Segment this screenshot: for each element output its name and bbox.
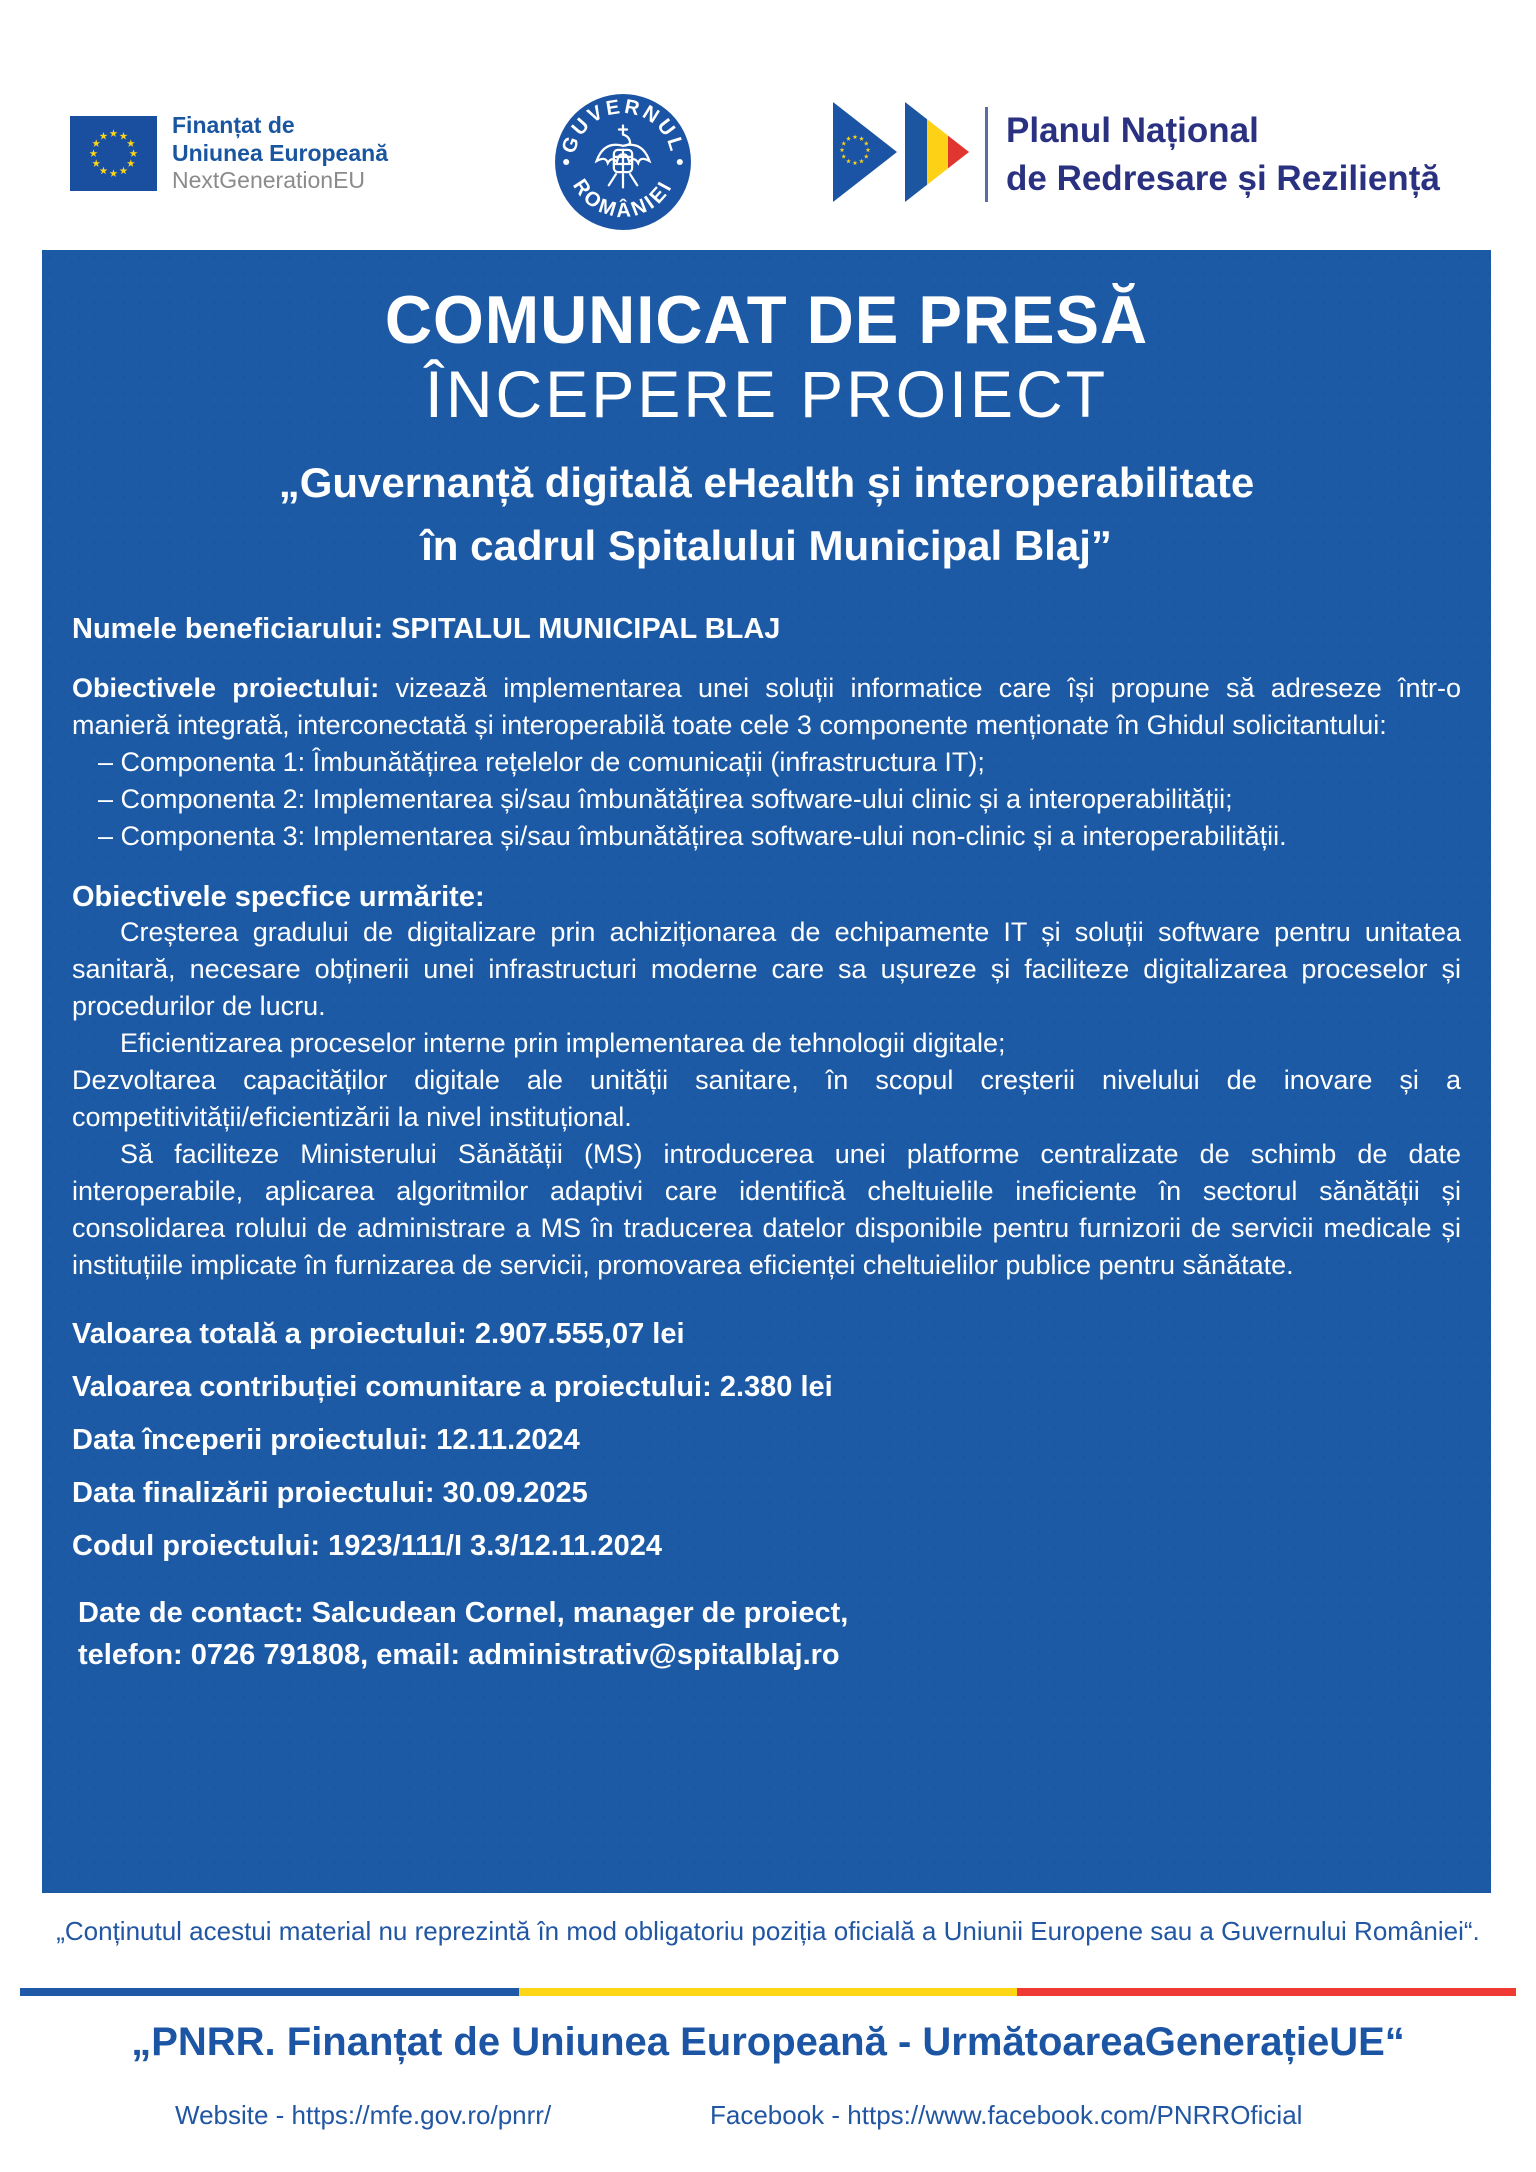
project-code-line: [72, 1530, 1461, 1563]
eu-logo-line3: NextGenerationEU: [172, 167, 366, 194]
project-title-line1: „Guvernanță digitală eHealth și interoperabilitate: [278, 459, 1255, 507]
page-title-line1: COMUNICAT DE PRESĂ: [384, 282, 1149, 358]
specific-objective-paragraph-2: Eficientizarea proceselor interne prin implementarea de tehnologii digitale;: [120, 1028, 1006, 1059]
press-release-panel: [42, 250, 1491, 1893]
specific-objective-paragraph-3: Dezvoltarea capacităților digitale ale unității sanitare, în scopul creșterii nivelului de inovare și a competitivității/eficientizării la nivel instituțional.: [72, 1065, 1461, 1133]
disclaimer-text: „Conținutul acestui material nu reprezintă în mod obligatoriu poziția oficială a Uniunii Europene sau a Guvernului României“.: [56, 1916, 1480, 1946]
eu-logo-line1: Finanțat de: [172, 112, 295, 138]
contact-line1: Date de contact: Salcudean Cornel, manager de proiect,: [78, 1597, 849, 1630]
tricolor-divider: [20, 1988, 1516, 1996]
specific-objectives-label: Obiectivele specfice urmărite:: [72, 881, 485, 914]
tricolor-blue-segment: [20, 1988, 519, 1996]
objectives-paragraph: [72, 670, 1461, 744]
total-value: 2.907.555,07 lei: [474, 1318, 685, 1351]
romanian-government-seal-icon: [553, 92, 693, 232]
component-item-1: – Componenta 1: Îmbunătățirea rețelelor de comunicații (infrastructura IT);: [98, 747, 985, 778]
project-title: [72, 451, 1461, 577]
end-date-value: 30.09.2025: [442, 1477, 588, 1510]
objectives-text: vizează implementarea unei soluții informatice care își propune să adreseze într-o manieră integrată, interconectată și interoperabilă toate cele 3 componente menționate în Ghidul solicitantului:: [72, 673, 1461, 741]
page-title-line2: ÎNCEPERE PROIECT: [424, 357, 1109, 432]
community-contribution-line: [72, 1371, 1461, 1404]
end-date-line: [72, 1477, 1461, 1510]
component-item-3: – Componenta 3: Implementarea și/sau îmbunătățirea software-ului non-clinic și a interoperabilității.: [98, 821, 1287, 852]
eu-funding-logo: [70, 112, 388, 195]
contact-block: [72, 1593, 1461, 1675]
start-date-label: Data începerii proiectului:: [72, 1424, 429, 1457]
seal-bottom-text: ROMÂNIEI: [568, 175, 678, 223]
eu-logo-line2: Uniunea Europeană: [172, 139, 388, 166]
specific-objective-paragraph-1: Creșterea gradului de digitalizare prin achiziționarea de echipamente IT și soluții software pentru unitatea sanitară, necesare obținerii unei infrastructuri moderne care sa ușureze și faciliteze digitalizarea proceselor și procedurilor de lucru.: [72, 917, 1461, 1022]
end-date-label: Data finalizării proiectului:: [72, 1477, 435, 1510]
project-code-value: 1923/111/I 3.3/12.11.2024: [328, 1530, 662, 1563]
specific-objective-paragraph-4: Să faciliteze Ministerului Sănătății (MS) introducerea unei platforme centralizate de schimb de date interoperabile, aplicarea algoritmilor adaptivi care identifică cheltuielile ineficiente în sectorul sănătății și consolidarea rolului de administrare a MS în traducerea datelor disponibile pentru furnizorii de servicii medicale și instituțiile implicate în furnizarea de servicii, promovarea eficienței cheltuielilor publice pentru sănătate.: [72, 1139, 1461, 1281]
community-contribution-label: Valoarea contribuției comunitare a proiectului:: [72, 1371, 712, 1404]
seal-top-text: GUVERNUL: [557, 95, 688, 157]
pnrr-logo-line2: de Redresare și Reziliență: [1006, 158, 1440, 198]
tricolor-red-segment: [1017, 1988, 1516, 1996]
component-item-2: – Componenta 2: Implementarea și/sau îmbunătățirea software-ului clinic și a interoperabilității;: [98, 784, 1233, 815]
tricolor-yellow-segment: [519, 1988, 1018, 1996]
pnrr-slogan: „PNRR. Finanțat de Uniunea Europeană - UrmătoareaGenerațieUE“: [131, 2020, 1405, 2064]
community-contribution-value: 2.380 lei: [719, 1371, 833, 1404]
website-link[interactable]: Website - https://mfe.gov.ro/pnrr/: [175, 2100, 552, 2130]
beneficiary-line: Numele beneficiarului: SPITALUL MUNICIPAL BLAJ: [72, 613, 781, 646]
project-title-line2: în cadrul Spitalului Municipal Blaj”: [421, 522, 1112, 570]
total-value-label: Valoarea totală a proiectului:: [72, 1318, 467, 1351]
pnrr-triangles-icon: [833, 100, 973, 209]
eu-flag-icon: [70, 116, 157, 191]
pnrr-logo-text: [985, 107, 1440, 202]
objectives-label: Obiectivele proiectului:: [72, 673, 380, 704]
project-code-label: Codul proiectului:: [72, 1530, 321, 1563]
start-date-line: [72, 1424, 1461, 1457]
facebook-link[interactable]: Facebook - https://www.facebook.com/PNRROficial: [710, 2100, 1303, 2130]
total-value-line: [72, 1318, 1461, 1351]
eu-funding-logo-text: [172, 112, 388, 195]
pnrr-logo-line1: Planul Național: [1006, 111, 1259, 151]
pnrr-logo: [833, 100, 1440, 209]
contact-line2: telefon: 0726 791808, email: administrativ@spitalblaj.ro: [78, 1638, 840, 1671]
start-date-value: 12.11.2024: [436, 1424, 580, 1457]
